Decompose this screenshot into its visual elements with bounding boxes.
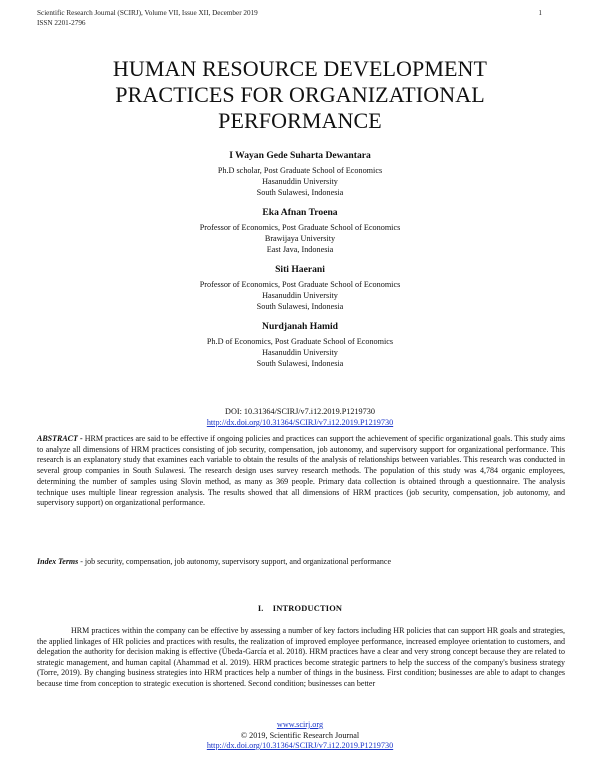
doi-block: [0, 406, 600, 428]
journal-line: Scientific Research Journal (SCIRJ), Volume VII, Issue XII, December 2019: [37, 9, 258, 17]
website-link[interactable]: www.scirj.org: [276, 720, 324, 729]
title-line-2: PRACTICES FOR ORGANIZATIONAL: [115, 82, 485, 107]
author-block: [0, 264, 600, 312]
author-institution: Hasanuddin University: [262, 291, 338, 300]
author-location: South Sulawesi, Indonesia: [256, 188, 344, 197]
title-line-3: PERFORMANCE: [218, 108, 382, 133]
author-role: Professor of Economics, Post Graduate School of Economics: [199, 223, 401, 232]
author-name: Eka Afnan Troena: [262, 207, 338, 218]
index-terms: [37, 557, 565, 568]
author-institution: Brawijaya University: [264, 234, 336, 243]
intro-paragraph: HRM practices within the company can be effective by assessing a number of key factors including HR policies that can support HR goals and strategies, the applied linkages of HR policies and practices with results, the realization of improved employee performance, increased employee orientation to customers, and delegation the authority for decision making is effective (Úbeda-García et al. 2018). HRM practices have a clear and very strong concept because they are related to strategic management, and human capital (Ahammad et al. 2019). HRM practices become strategic partners to help the success of the company's business strategy (Torre, 2019). By changing business strategies into HRM practices help a number of things in the business. First condition; businesses are able to adapt to changes because time from conception to strategic execution is shortened. Second condition; businesses can better: [37, 626, 565, 688]
page-number: 1: [538, 9, 542, 17]
author-name: I Wayan Gede Suharta Dewantara: [229, 150, 371, 161]
author-list: [0, 150, 600, 378]
author-block: [0, 207, 600, 255]
author-role: Ph.D of Economics, Post Graduate School of Economics: [206, 337, 394, 346]
author-name: Siti Haerani: [275, 264, 325, 275]
author-block: [0, 150, 600, 198]
author-institution: Hasanuddin University: [262, 177, 338, 186]
abstract-label: ABSTRACT -: [37, 434, 83, 443]
running-header: [37, 9, 258, 28]
author-role: Professor of Economics, Post Graduate School of Economics: [199, 280, 401, 289]
section-heading: I. INTRODUCTION: [257, 604, 343, 613]
author-role: Ph.D scholar, Post Graduate School of Economics: [217, 166, 383, 175]
author-name: Nurdjanah Hamid: [262, 321, 338, 332]
index-terms-text: - job security, compensation, job autonomy, supervisory support, and organizational performance: [78, 557, 391, 566]
paper-title: [40, 56, 560, 134]
page-footer: [0, 720, 600, 752]
doi-text: DOI: 10.31364/SCIRJ/v7.i12.2019.P1219730: [225, 407, 375, 416]
copyright-text: © 2019, Scientific Research Journal: [240, 730, 360, 740]
author-location: South Sulawesi, Indonesia: [256, 302, 344, 311]
author-block: [0, 321, 600, 369]
author-location: South Sulawesi, Indonesia: [256, 359, 344, 368]
author-institution: Hasanuddin University: [262, 348, 338, 357]
doi-link[interactable]: http://dx.doi.org/10.31364/SCIRJ/v7.i12.2019.P1219730: [206, 418, 394, 427]
abstract-text: HRM practices are said to be effective if ongoing policies and practices can support the achievement of specific organizational goals. This study aims to analyze all dimensions of HRM practices consisting of job security, compensation, job autonomy, and supervisory support for organizational performance. This research is an explanatory study that examines each variable to obtain the results of the analysis of relationships between variables. This research was conducted in several group companies in South Sulawesi. The research design uses survey research methods. The population of this study was 4,784 organic employees, determining the number of samples using Slovin method, as many as 369 people. Primary data collection is obtained through a questionnaire. The analysis technique uses multiple linear regression analysis. The results showed that all dimensions of HRM practices (job security, compensation, job autonomy, and supervisory support) on organizational performance.: [37, 434, 565, 508]
author-location: East Java, Indonesia: [266, 245, 334, 254]
abstract: [37, 434, 565, 509]
title-line-1: HUMAN RESOURCE DEVELOPMENT: [112, 56, 488, 81]
index-terms-label: Index Terms: [37, 557, 79, 566]
issn-line: ISSN 2201-2796: [37, 18, 86, 27]
footer-doi-link[interactable]: http://dx.doi.org/10.31364/SCIRJ/v7.i12.2019.P1219730: [206, 741, 394, 750]
